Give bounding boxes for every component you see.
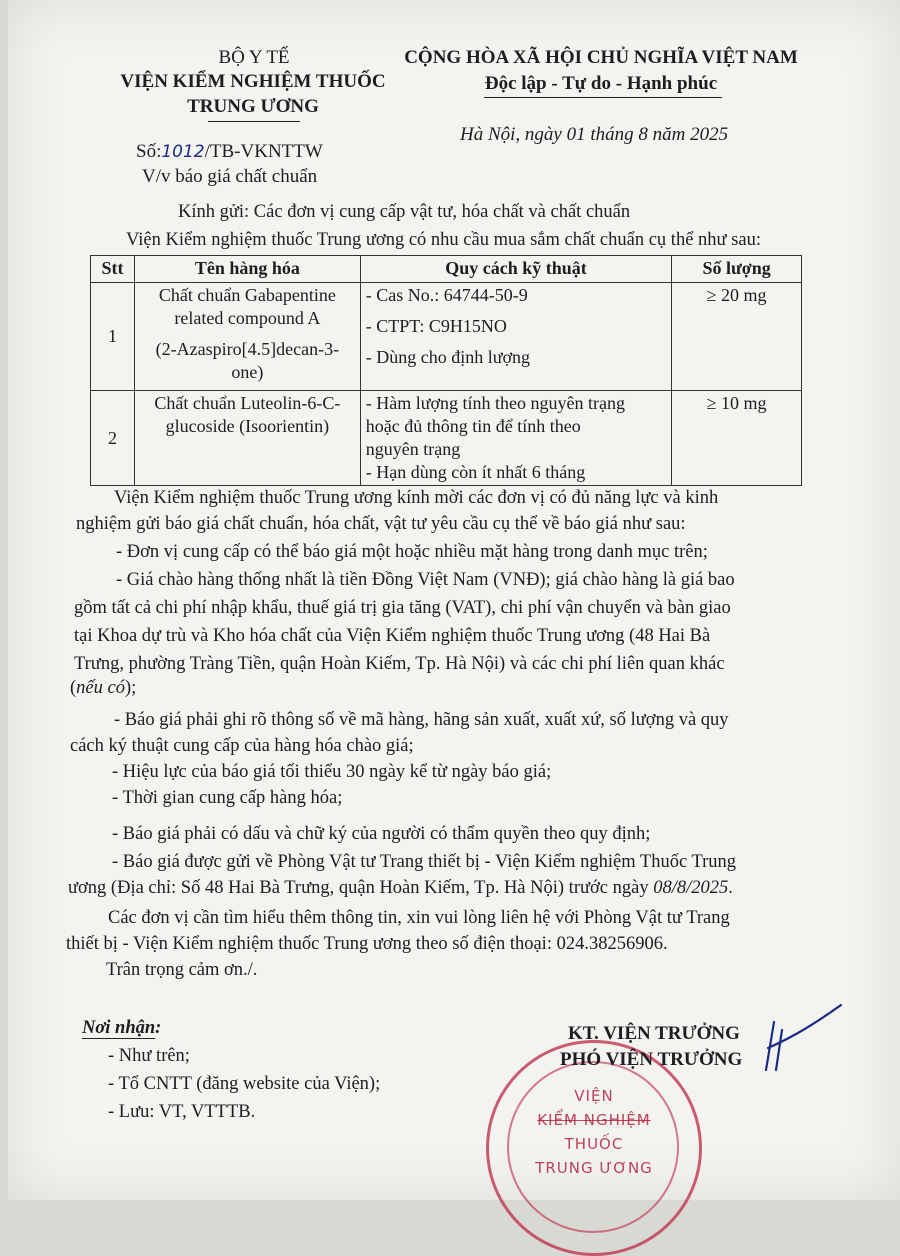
signature-title-2: PHÓ VIỆN TRƯỞNG [560,1049,743,1070]
institute-name-line2: TRUNG ƯƠNG [187,96,319,117]
seal-text: VIỆN [574,1087,614,1105]
spec-line: - Hạn dùng còn ít nhất 6 tháng [365,462,586,482]
if-any-note: nếu có [76,678,125,698]
table-row [91,283,802,391]
document-page [8,0,900,1200]
signature-title-1: KT. VIỆN TRƯỞNG [568,1023,740,1044]
closing-thanks: Trân trọng cảm ơn./. [106,960,258,980]
bullet-item-cont [70,676,136,701]
row-quantity: ≥ 10 mg [672,391,802,486]
contact-line: thiết bị - Viện Kiểm nghiệm thuốc Trung ương theo số điện thoại: 024.38256906. [66,934,668,954]
paren-close: ); [124,678,137,698]
item-name-line: one) [231,362,264,382]
place-and-date: Hà Nội, ngày 01 tháng 8 năm 2025 [460,124,729,145]
paren-open: ( [70,678,77,698]
header-quantity: Số lượng [672,256,802,283]
recipient-item: - Như trên; [108,1046,190,1066]
deadline-text: ương (Địa chỉ: Số 48 Hai Bà Trưng, quận Hoàn Kiếm, Tp. Hà Nội) trước ngày [68,878,654,898]
row-item-name [134,391,360,486]
official-seal [486,1040,702,1256]
bullet-item-cont: cách ký thuật cung cấp của hàng hóa chào giá; [70,736,414,756]
spec-line: hoặc đủ thông tin để tính theo [365,416,581,436]
handwritten-number: 1012 [161,142,205,162]
bullet-item: - Báo giá được gửi về Phòng Vật tư Trang thiết bị - Viện Kiểm nghiệm Thuốc Trung [112,852,737,872]
item-name-line: Chất chuẩn Luteolin-6-C- [154,393,341,413]
recipients-title [82,1016,161,1041]
body-paragraph-line: Viện Kiểm nghiệm thuốc Trung ương kính mời các đơn vị có đủ năng lực và kinh [114,488,719,508]
items-table [90,255,802,486]
bullet-item: - Giá chào hàng thống nhất là tiền Đồng Việt Nam (VNĐ); giá chào hàng là giá bao [116,570,735,590]
header-underline-left [208,121,300,122]
table-header-row [91,256,802,283]
spec-line: - Dùng cho định lượng [365,347,531,367]
item-name-line: glucoside (Isoorientin) [165,416,330,436]
spec-line: nguyên trạng [365,439,461,459]
spec-line: - Hàm lượng tính theo nguyên trạng [365,393,626,413]
row-spec [360,391,671,486]
intro-line: Viện Kiểm nghiệm thuốc Trung ương có nhu cầu mua sắm chất chuẩn cụ thể như sau: [126,230,761,250]
handwritten-signature [756,1000,846,1080]
seal-text: THUỐC [564,1135,624,1153]
deadline-end: . [728,878,733,898]
row-spec [360,283,671,391]
bullet-item: - Hiệu lực của báo giá tối thiểu 30 ngày kể từ ngày báo giá; [112,762,552,782]
header-spec: Quy cách kỹ thuật [360,256,671,283]
salutation: Kính gửi: Các đơn vị cung cấp vật tư, hóa chất và chất chuẩn [178,202,631,222]
spec-line: - Cas No.: 64744-50-9 [365,285,528,305]
item-name-line: related compound A [174,308,321,328]
header-item-name: Tên hàng hóa [134,256,360,283]
item-name-line: (2-Azaspiro[4.5]decan-3- [155,339,340,359]
row-quantity: ≥ 20 mg [672,283,802,391]
item-name-line: Chất chuẩn Gabapentine [158,285,336,305]
contact-line: Các đơn vị cần tìm hiểu thêm thông tin, xin vui lòng liên hệ với Phòng Vật tư Trang [108,908,730,928]
bullet-item: - Báo giá phải ghi rõ thông số về mã hàng, hãng sản xuất, xuất xứ, số lượng và quy [114,710,729,730]
recipient-item: - Tổ CNTT (đăng website của Viện); [108,1074,381,1094]
row-item-name [134,283,360,391]
deadline-date: 08/8/2025 [653,878,729,898]
number-suffix: /TB-VKNTTW [204,141,323,162]
bullet-item: - Báo giá phải có dấu và chữ ký của người có thẩm quyền theo quy định; [112,824,651,844]
row-stt: 2 [91,391,135,486]
national-motto: Độc lập - Tự do - Hạnh phúc [484,73,718,94]
recipients-colon: : [155,1018,162,1038]
spec-line: - CTPT: C9H15NO [365,316,507,336]
seal-text: KIỂM NGHIỆM [537,1111,651,1129]
number-prefix: Số: [136,141,162,162]
header-underline-right [484,97,722,98]
country-name: CỘNG HÒA XÃ HỘI CHỦ NGHĨA VIỆT NAM [404,47,798,68]
header-stt: Stt [91,256,135,283]
ministry-name: BỘ Y TẾ [218,47,290,68]
body-paragraph-line: nghiệm gửi báo giá chất chuẩn, hóa chất, vật tư yêu cầu cụ thể về báo giá như sau: [76,514,686,534]
table-row [91,391,802,486]
recipients-title-text: Nơi nhận [82,1018,156,1038]
subject-line: V/v báo giá chất chuẩn [142,166,318,187]
recipient-item: - Lưu: VT, VTTTB. [108,1102,256,1122]
bullet-item-cont: tại Khoa dự trù và Kho hóa chất của Viện Kiểm nghiệm thuốc Trung ương (48 Hai Bà [74,626,711,646]
institute-name-line1: VIỆN KIỂM NGHIỆM THUỐC [120,71,386,92]
document-number [136,140,323,164]
seal-text: TRUNG ƯƠNG [535,1159,653,1177]
bullet-item-cont [68,876,733,901]
bullet-item-cont: Trưng, phường Tràng Tiền, quận Hoàn Kiếm, Tp. Hà Nội) và các chi phí liên quan khác [74,654,725,674]
bullet-item-cont: gồm tất cả chi phí nhập khẩu, thuế giá trị gia tăng (VAT), chi phí vận chuyển và bàn giao [74,598,731,618]
bullet-item: - Đơn vị cung cấp có thể báo giá một hoặc nhiều mặt hàng trong danh mục trên; [116,542,708,562]
row-stt: 1 [91,283,135,391]
bullet-item: - Thời gian cung cấp hàng hóa; [112,788,343,808]
